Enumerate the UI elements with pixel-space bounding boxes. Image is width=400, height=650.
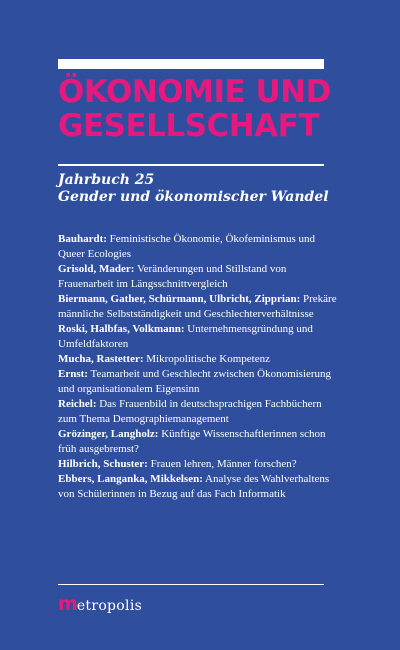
book-title-line-1: ÖKONOMIE UND [58,74,331,110]
entry-authors: Hilbrich, Schuster: [58,458,148,470]
bottom-divider [58,584,324,585]
table-of-contents [58,232,338,502]
entry-authors: Biermann, Gather, Schürmann, Ulbricht, Zipprian: [58,293,301,305]
entry-article: Mikropolitische Kompetenz [146,353,271,365]
entry-article: Unternehmensgründung und Umfeldfaktoren [58,323,313,350]
series-number: Jahrbuch 25 [58,172,155,188]
entry-article: Das Frauenbild in deutschsprachigen Fachbüchern zum Thema Demographiemanagement [58,398,322,425]
volume-subtitle [58,172,358,206]
volume-theme: Gender und ökonomischer Wandel [58,189,329,205]
publisher-logo-wordmark: etropolis [76,598,143,614]
contents-entry [58,457,338,472]
entry-article: Frauen lehren, Männer forschen? [150,458,297,470]
entry-article: Prekäre männliche Selbstständigkeit und Geschlechterverhältnisse [58,293,337,320]
entry-article: Analyse des Wahlverhaltens von Schülerinnen in Bezug auf das Fach Informatik [58,473,330,500]
contents-entry [58,322,338,352]
publisher-logo-mark: m [58,593,77,615]
contents-entry [58,427,338,457]
entry-article: Feministische Ökonomie, Ökofeminismus und Queer Ecologies [58,233,315,260]
entry-article: Künftige Wissenschaftlerinnen schon früh ausgebremst? [58,428,326,455]
entry-authors: Ernst: [58,368,88,380]
contents-entry [58,397,338,427]
book-title [58,75,358,143]
publisher-logo [58,594,142,616]
contents-entry [58,367,338,397]
entry-authors: Roski, Halbfas, Volkmann: [58,323,185,335]
entry-authors: Grözinger, Langholz: [58,428,159,440]
contents-entry [58,232,338,262]
book-title-line-2: GESELLSCHAFT [58,108,319,144]
contents-entry [58,262,338,292]
entry-article: Teamarbeit und Geschlecht zwischen Ökonomisierung und organisationalem Eigensinn [58,368,332,395]
entry-authors: Reichel: [58,398,97,410]
entry-article: Veränderungen und Stillstand von Frauenarbeit im Längsschnittvergleich [58,263,287,290]
entry-authors: Mucha, Rastetter: [58,353,144,365]
contents-entry [58,352,338,367]
contents-entry [58,472,338,502]
entry-authors: Grisold, Mader: [58,263,135,275]
contents-entry [58,292,338,322]
top-white-bar [58,59,324,69]
entry-authors: Bauhardt: [58,233,107,245]
entry-authors: Ebbers, Langanka, Mikkelsen: [58,473,203,485]
title-divider [58,164,324,166]
